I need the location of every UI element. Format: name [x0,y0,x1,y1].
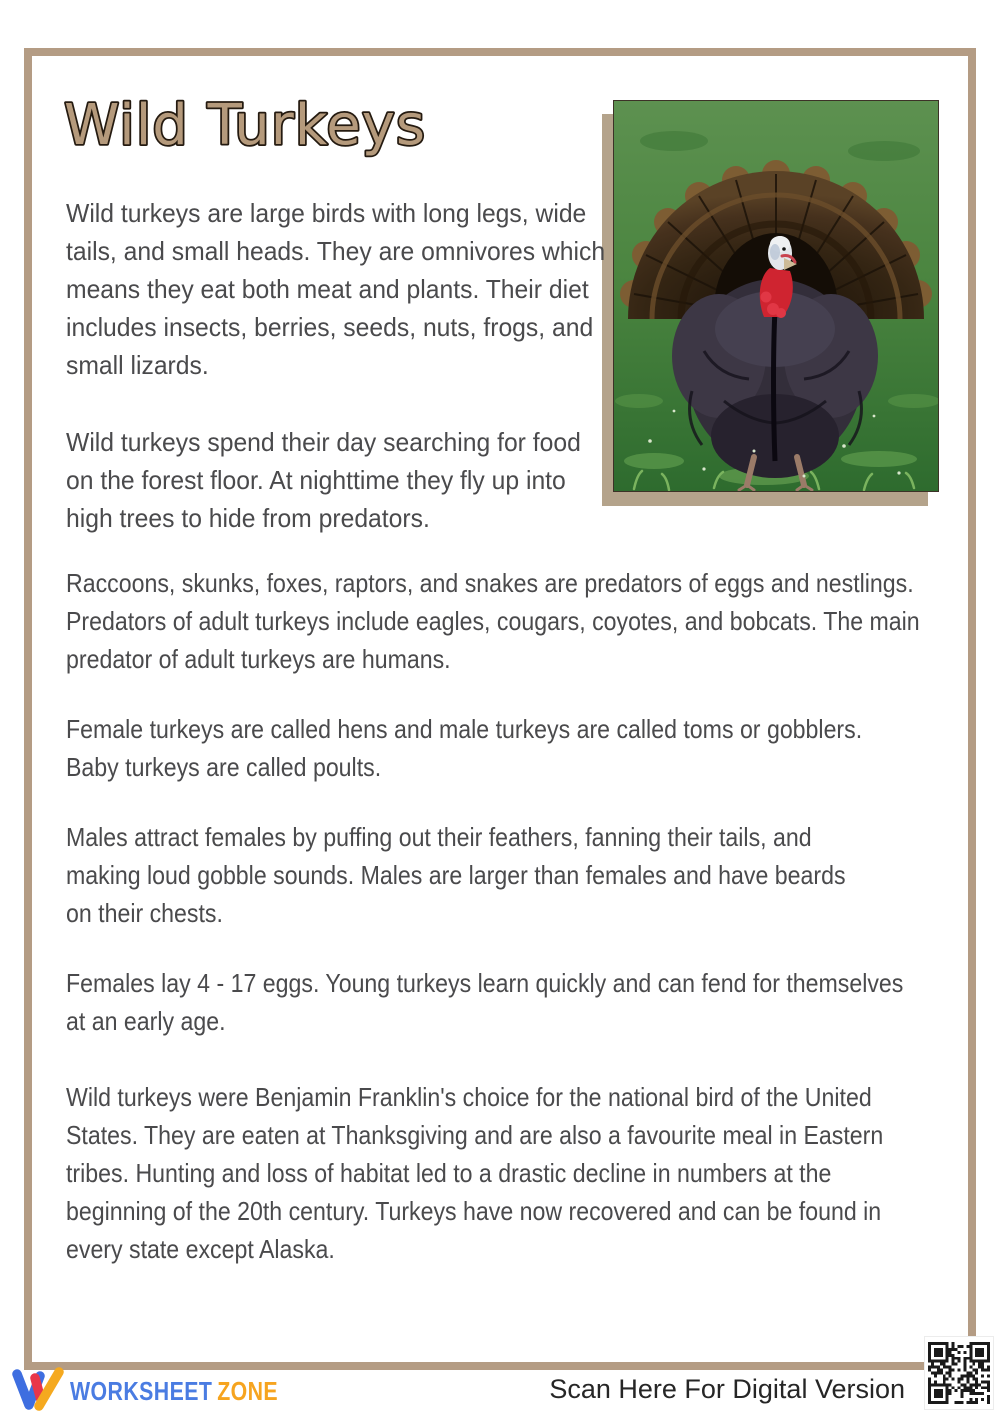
qr-code-icon [924,1336,994,1410]
brand-zone: ZONE [217,1376,279,1406]
paragraph-foraging: Wild turkeys spend their day searching for food on the forest floor. At nighttime they fly up into high trees to hide from predators. [66,427,581,533]
paragraph-description: Wild turkeys are large birds with long legs, wide tails, and small heads. They are omnivores which means they eat both meat and plants. Their diet includes insects, berries, seeds, nuts, frogs, and small lizards. [66,198,606,380]
wild-turkey-photo [613,100,939,492]
paragraph-names: Female turkeys are called hens and male turkeys are called toms or gobblers. Baby turkeys are called poults. [66,714,863,782]
paragraph-history: Wild turkeys were Benjamin Franklin's choice for the national bird of the United States. They are eaten at Thanksgiving and are also a favourite meal in Eastern tribes. Hunting and loss of habitat led to a drastic decline in numbers at the beginning of the 20th century. Turkeys have now recovered and can be found in every state except Alaska. [66,1082,884,1264]
paragraph-predators: Raccoons, skunks, foxes, raptors, and snakes are predators of eggs and nestlings. Predators of adult turkeys include eagles, cougars, coyotes, and bobcats. The main predator of adult turkeys are humans. [66,568,920,674]
brand-wordmark [70,1376,278,1406]
paragraph-eggs: Females lay 4 - 17 eggs. Young turkeys learn quickly and can fend for themselves at an early age. [66,968,904,1036]
paragraph-courtship: Males attract females by puffing out their feathers, fanning their tails, and making loud gobble sounds. Males are larger than females and have beards on their chests. [66,822,846,928]
worksheetzone-logo-icon [10,1364,68,1414]
brand-worksheet: WORKSHEET [70,1376,213,1406]
wild-turkey-illustration [614,101,938,491]
scan-here-label: Scan Here For Digital Version [549,1374,905,1404]
qr-code-modules [928,1342,990,1404]
page-title: Wild Turkeys [64,93,427,158]
page-title-art [60,78,500,182]
